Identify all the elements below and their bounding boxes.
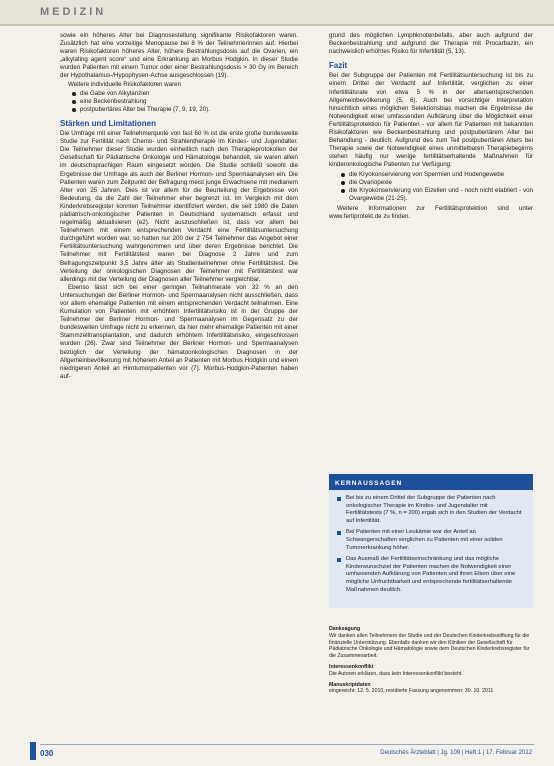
key-messages-box <box>329 474 533 608</box>
list-item: Bei bis zu einem Drittel der Subgruppe der Patienten nach onkologischer Therapie im Kindes- und Jugendalter mit Fertilitätstests (7 %, n = 200) ergab sich in den Studien der Verdacht auf Infertilität. <box>337 495 525 525</box>
conflict-text: Die Autoren erklären, dass kein Interessenkonflikt besteht. <box>329 670 463 677</box>
list-item: die Gabe von Alkylanzien <box>72 90 298 98</box>
dates-heading: Manuskriptdaten <box>329 681 371 688</box>
square-bullet-icon <box>337 558 341 562</box>
conclusion-heading: Fazit <box>329 61 348 71</box>
bullet-icon <box>341 189 345 193</box>
thanks-heading: Danksagung <box>329 626 361 632</box>
bullet-icon <box>72 100 76 104</box>
section-header <box>0 0 554 26</box>
right-intro: grund des möglichen Lymphknotenbefalls, aber auch aufgrund der Beckenbestrahlung und aufgrund der Therapie mit Procarbazin, ein nachweislich erhöhtes Risiko für Infertilität (5, 13). <box>329 32 533 56</box>
closing-paragraph: Weitere Informationen zur Fertilitätsprotektion sind unter www.fertiprotekt.de zu finden. <box>329 204 533 220</box>
section-heading: Stärken und Limitationen <box>60 118 157 128</box>
left-intro: sowie ein höheres Alter bei Diagnosestellung signifikante Risikofaktoren waren. Zusätzlich hat eine vorzeitige Menopause bei 8 % der Teilnehmerinnen auf. Hierbei waren Risikofaktoren höheres Alter, höhere Bestrahlungsdosis auf die Ovarien, ein „alkylating agent score“ und eine Erkrankung an Morbus Hodgkin. In dieser Studie wurden Patienten mit einem Tumor oder einer Bestrahlungsdosis > 30 Gy im Bereich der Hypothalamus-/Hypophysen-Achse ausgeschlossen (19). <box>60 32 298 80</box>
left-column <box>60 32 298 381</box>
body-paragraph: Die Umfrage mit einer Teilnehmerquote von fast 60 % ist die erste große bundesweite Studie zur Fertilität nach Chemo- und Strahlentherapie im Kindes- und Jugendalter. Die Teilnehmer dieser Studie wurden einheitlich nach den Therapieprotokollen der Gesellschaft für Pädiatrische Onkologie und Hämatologie behandelt, sie waren allein im deutschsprachigen Raum eingesetzt worden. Die Studie schließt sowohl die Ergebnisse der Umfrage als auch der Berliner Hormon- und Spermaanalysen ein. Die Patienten waren zum Zeitpunkt der Befragung meist junge Erwachsene mit medianem Alter von 25 Jahren. Dies ist vor allem für die Beurteilung der Ergebnisse von Bedeutung, da die Zahl der Teilnehmer eher begrenzt ist. Im Vergleich mit dem Kinderkrebsregister konnten Teilnehmer identifiziert werden, die seit 1980 die Daten pädiatrisch-onkologischer Patienten in Deutschland systematisch erfasst und regelmäßig aktualisieren (e2). Nicht auszuschließen ist, dass vor allem bei Teilnehmern mit einem entsprechenden Verdacht eine Fertilitätsuntersuchung durchgeführt worden war, so hatten nur 200 der 2 754 Teilnehmer das Angebot einer Fertilitätsuntersuchung wahrgenommen und über deren Ergebnisse berichtet. Die Teilnehmer mit Fertilitätstest waren bei Diagnose 2 Jahre und zum Befragungszeitpunkt 3,5 Jahre älter als Studienteilnehmer ohne Fertilitätstest. Die Verteilung der onkologischen Diagnosen der Teilnehmer mit Fertilitätstest war allerdings mit der Verteilung der Diagnosen aller Teilnehmer vergleichbar. <box>60 130 298 283</box>
page-corner-mark <box>30 742 36 760</box>
body-paragraph: Bei der Subgruppe der Patienten mit Fertilitätsuntersuchung ist bis zu einem Drittel der Verdacht auf Infertilität, verglichen zu einer Infertilitätsrate von etwa 5 % in der altersentsprechenden Allgemeinbevölkerung (5, 6). Auch bei vorsichtiger Interpretation hinsichtlich eines möglichen Selektionsbias machen die Ergebnisse die Notwendigkeit einer umfassenden Aufklärung über die Möglichkeit einer Fertilitätsprotektion für Patienten - vor allem für Patienten mit bekannten Risikofaktoren wie Beckenbestrahlung und postpubertärem Alter bei Behandlung - deutlich. Aufgrund des zum Teil postpubertären Alters bei Therapie sowie der Notwendigkeit eines unmittelbaren Therapiebeginns stehen häufig nur wenige fertilitätserhaltende Maßnahmen für kinderonkologische Patienten zur Verfügung: <box>329 72 533 169</box>
bullet-icon <box>72 108 76 112</box>
bullet-icon <box>72 92 76 96</box>
measures-list <box>341 171 533 203</box>
list-item: Bei Patienten mit einer Leukämie war der Anteil an Schwangerschaften verglichen zu Patienten mit einer soliden Tumorerkrankung höher. <box>337 529 525 552</box>
list-item: postpubertäres Alter bei Therapie (7, 9, 19, 20). <box>72 106 298 114</box>
footer-divider <box>40 744 534 745</box>
square-bullet-icon <box>337 531 341 535</box>
bullet-icon <box>341 173 345 177</box>
page-number: 030 <box>40 749 54 758</box>
list-item: die Ovariopexie <box>341 179 533 187</box>
list-item: eine Beckenbestrahlung <box>72 98 298 106</box>
square-bullet-icon <box>337 497 341 501</box>
article-notes <box>329 622 533 695</box>
section-label: MEDIZIN <box>40 6 107 18</box>
body-paragraph: Ebenso lässt sich bei einer geringen Teilnahmerate von 32 % an den Untersuchungen der Berliner Hormon- und Spermaanalysen nicht ausschließen, dass vor allem ehemalige Patienten mit einem entsprechenden Verdacht teilnahmen. Eine Kumulation von Patienten mit erhöhtem Infertilitätsrisiko ist in der Gruppe der Teilnehmer der Berliner Hormon- und Spermaanalysen im Gegensatz zu der bundesweiten Umfrage nicht zu erkennen, da hier mehr ehemalige Patienten mit einer Stammzelltransplantation, und dadurch erhöhtem Infertilitätsrisiko, eingeschlossen wurden (26). Zwar sind Teilnehmer der Berliner Hormon- und Spermaanalysen bezüglich der Verteilung der hämatoonkologischen Diagnosen in der Allgemeinbevölkerung mit höherem Anteil an Patienten mit Morbus Hodgkin und einem niedrigeren Anteil an Hirntumorpatienten vor (7). Morbus-Hodgkin-Patienten haben auf- <box>60 283 298 380</box>
journal-citation: Deutsches Ärzteblatt | Jg. 109 | Heft 1 | 17. Februar 2012 <box>380 750 532 756</box>
key-messages-title: KERNAUSSAGEN <box>329 477 533 490</box>
list-item: die Kryokonservierung von Spermien und Hodengewebe <box>341 171 533 179</box>
thanks-text: Wir danken allen Teilnehmern der Studie und der Deutschen Kinderkrebsstiftung für die finanzielle Unterstützung. Ebenfalls danken wir den Kliniken der Gesellschaft für Pädiatrische Onkologie und Hämatologie sowie dem Deutschen Kinderkrebsregister für die Zusammenarbeit. <box>329 632 530 660</box>
key-messages-list <box>329 490 533 602</box>
list-item: Das Ausmaß der Fertilitätseinschränkung und das mögliche Kinderwunschziel der Patienten machen die Notwendigkeit einer umfassenden Aufklärung von Patienten und ihren Eltern über eine mögliche Unfruchtbarkeit und entsprechende fertilitätserhaltende Maßnahmen deutlich. <box>337 556 525 594</box>
risk-factor-list <box>72 90 298 114</box>
dates-text: eingereicht: 12. 5. 2010, revidierte Fassung angenommen: 30. 10. 2011 <box>329 688 494 695</box>
list-item: die Kryokonservierung von Eizellen und - noch nicht etabliert - von Ovargewebe (21-25). <box>341 187 533 203</box>
right-column <box>329 32 533 221</box>
risk-intro: Weitere individuelle Risikofaktoren waren <box>68 80 182 88</box>
conflict-heading: Interessenkonflikt <box>329 663 374 670</box>
bullet-icon <box>341 181 345 185</box>
